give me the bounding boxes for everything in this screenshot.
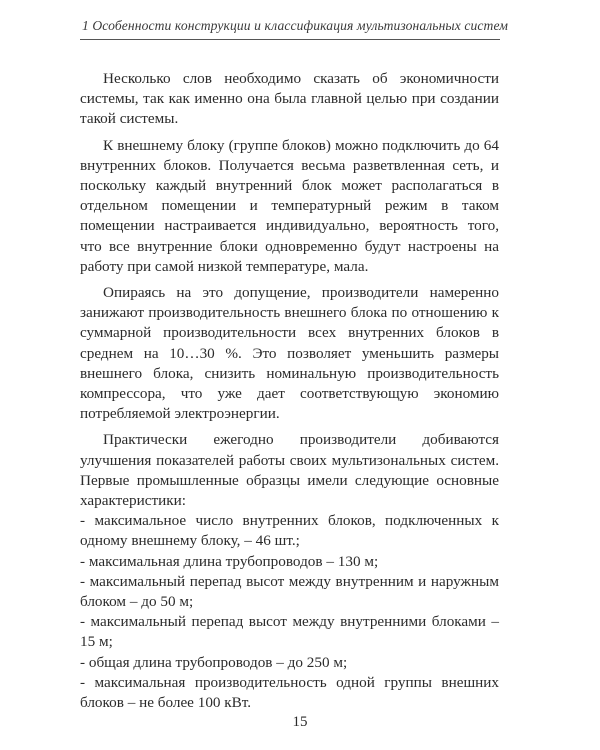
list-item-max-group-capacity: - максимальная производительность одной группы внешних блоков – не более 100 кВт.	[80, 673, 499, 712]
list-item-height-diff-indoor-outdoor: - максимальный перепад высот между внутренним и наружным блоком – до 50 м;	[80, 572, 499, 611]
header-divider	[80, 39, 500, 40]
list-item-max-pipe-length: - максимальная длина трубопроводов – 130 м;	[80, 552, 379, 570]
characteristics-list	[80, 511, 499, 713]
running-header: 1 Особенности конструкции и классификация мультизональных систем	[82, 18, 509, 33]
paragraph-improvements: Практически ежегодно производители добиваются улучшения показателей работы своих мультизональных систем. Первые промышленные образцы имели следующие основные характеристики:	[80, 431, 499, 510]
paragraph-capacity-reduction: Опираясь на это допущение, производители намеренно занижают производительность внешнего блока по отношению к суммарной производительности всех внутренних блоков в среднем на 10…30 %. Это позволяет уменьшить размеры внешнего блока, снизить номинальную производительность компрессора, что уже дает соответствующую экономию потребляемой электроэнергии.	[80, 284, 499, 423]
list-item-total-pipe-length: - общая длина трубопроводов – до 250 м;	[80, 653, 348, 671]
list-item-height-diff-indoor-units: - максимальный перепад высот между внутренними блоками – 15 м;	[80, 613, 499, 651]
list-item-max-indoor-units: - максимальное число внутренних блоков, подключенных к одному внешнему блоку, – 46 шт.;	[80, 512, 499, 550]
page-number: 15	[292, 714, 308, 730]
paragraph-indoor-units: К внешнему блоку (группе блоков) можно подключить до 64 внутренних блоков. Получается весьма разветвленная сеть, и поскольку каждый внутренний блок может располагаться в отдельном помещении и температурный режим в таком помещении настраивается индивидуально, вероятность того, что все внутренние блоки одновременно будут настроены на работу при самой низкой температуре, мала.	[80, 136, 499, 275]
page-body	[80, 69, 499, 713]
paragraph-economy-intro: Несколько слов необходимо сказать об экономичности системы, так как именно она была главной целью при создании такой системы.	[80, 70, 499, 128]
